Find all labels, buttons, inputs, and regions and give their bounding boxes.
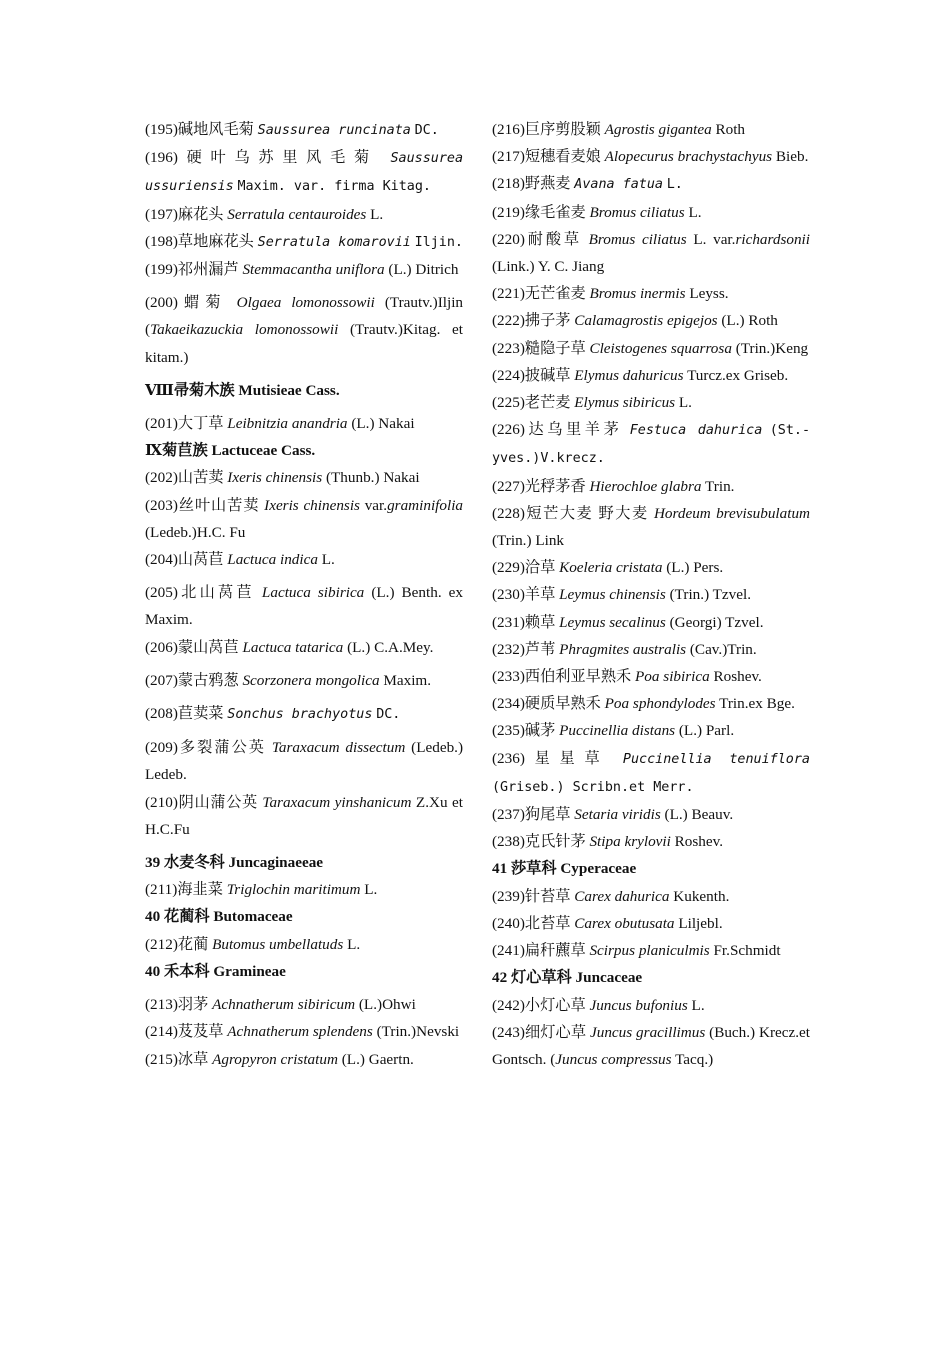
scientific-name: Scorzonera mongolica <box>242 671 380 689</box>
authority: (Thunb.) Nakai <box>325 469 420 487</box>
entry-number: (238) <box>492 833 525 851</box>
variety-name: graminifolia <box>387 496 464 514</box>
entry-number: (203) <box>145 496 178 514</box>
chinese-name: 北山莴苣 <box>177 584 255 602</box>
scientific-name: Avana fatua <box>574 177 663 193</box>
entry-number: (226) <box>492 421 525 439</box>
authority: (Buch.) Krecz.et Gontsch. <box>492 1023 811 1068</box>
entry-number: (206) <box>145 638 178 656</box>
species-entry <box>145 876 463 903</box>
authority: Liljebl. <box>678 914 723 932</box>
chinese-name: 小灯心草 <box>524 996 586 1014</box>
scientific-name: Saussurea ussuriensis <box>145 151 464 195</box>
chinese-name: 花蔺 <box>177 935 209 953</box>
species-entry <box>492 280 810 307</box>
entry-number: (221) <box>492 285 525 303</box>
entry-number: (205) <box>145 584 178 602</box>
species-entry <box>492 609 810 636</box>
entry-number: (239) <box>492 887 525 905</box>
scientific-name: Phragmites australis <box>559 640 687 658</box>
synonym-name: Juncus compressus <box>555 1050 672 1068</box>
species-entry <box>145 228 463 256</box>
chinese-name: 丝叶山苦荬 <box>177 496 260 514</box>
authority: L. <box>688 203 702 221</box>
scientific-name: Carex obutusata <box>574 914 675 932</box>
chinese-name: 北苔草 <box>524 914 571 932</box>
section-heading: 40 禾本科 Gramineae <box>145 962 286 980</box>
chinese-name: 耐酸草 <box>524 230 582 248</box>
scientific-name: Bromus inermis <box>589 285 686 303</box>
scientific-name: Elymus sibiricus <box>574 394 676 412</box>
scientific-name: Poa sphondylodes <box>604 695 716 713</box>
scientific-name: Koeleria cristata <box>559 559 663 577</box>
authority: Fr.Schmidt <box>713 942 781 960</box>
authority: Leyss. <box>689 285 729 303</box>
scientific-name: Bromus ciliatus <box>589 203 685 221</box>
section-heading: 42 灯心草科 Juncaceae <box>492 969 643 987</box>
species-entry <box>492 937 810 964</box>
entry-number: (200) <box>145 294 178 312</box>
scientific-name: Stemmacantha uniflora <box>242 261 385 279</box>
species-entry <box>145 492 463 546</box>
chinese-name: 苣荬菜 <box>177 705 224 723</box>
authority: (Cav.)Trin. <box>689 640 757 658</box>
chinese-name: 羽茅 <box>177 996 209 1014</box>
entry-number: (237) <box>492 806 525 824</box>
chinese-name: 短芒大麦 野大麦 <box>524 504 649 522</box>
scientific-name: Leymus secalinus <box>559 613 666 631</box>
authority: Trin. <box>705 477 735 495</box>
scientific-name: Bromus ciliatus <box>588 230 687 248</box>
scientific-name: Ixeris chinensis <box>227 469 323 487</box>
entry-number: (224) <box>492 366 525 384</box>
chinese-name: 芦苇 <box>524 640 556 658</box>
scientific-name: Hierochloe glabra <box>589 477 702 495</box>
scientific-name: Festuca dahurica <box>629 423 763 439</box>
species-entry <box>145 579 463 633</box>
entry-number: (223) <box>492 339 525 357</box>
synonym-authority: (Trautv.)Kitag. et kitam.) <box>145 321 464 366</box>
chinese-name: 野燕麦 <box>524 175 571 193</box>
authority: Roshev. <box>713 668 762 686</box>
authority: Z.Xu et H.C.Fu <box>145 793 463 838</box>
authority: (Trin.) Tzvel. <box>669 586 752 604</box>
chinese-name: 碱地风毛菊 <box>177 121 254 138</box>
chinese-name: 针苔草 <box>524 887 571 905</box>
scientific-name: Scirpus planiculmis <box>589 942 710 960</box>
authority: (Trin.)Keng <box>735 339 809 357</box>
chinese-name: 星星草 <box>524 749 610 767</box>
species-entry <box>145 201 463 228</box>
entry-number: (219) <box>492 203 525 221</box>
authority: Maxim. <box>383 671 432 689</box>
scientific-name: Lactuca indica <box>227 551 318 569</box>
chinese-name: 草地麻花头 <box>177 232 254 250</box>
section-heading: 39 水麦冬科 Juncaginaeeae <box>145 854 324 872</box>
species-entry <box>145 667 463 694</box>
chinese-name: 狗尾草 <box>524 806 571 824</box>
entry-number: (235) <box>492 722 525 740</box>
entry-number: (215) <box>145 1050 178 1068</box>
synonym-authority: Tacq.) <box>675 1050 714 1068</box>
authority: L. <box>666 177 683 193</box>
chinese-name: 达乌里羊茅 <box>524 421 623 439</box>
entry-number: (234) <box>492 695 525 713</box>
species-entry <box>492 362 810 389</box>
scientific-name: Triglochin maritimum <box>226 881 361 899</box>
entry-number: (204) <box>145 551 178 569</box>
chinese-name: 光稃茅香 <box>524 477 586 495</box>
authority: Turcz.ex Griseb. <box>687 366 789 384</box>
species-entry <box>145 991 463 1018</box>
section-heading: 40 花蔺科 Butomaceae <box>145 908 293 926</box>
authority: (L.) Beauv. <box>664 806 734 824</box>
scientific-name: Hordeum brevisubulatum <box>653 504 811 522</box>
scientific-name: Cleistogenes squarrosa <box>589 339 732 357</box>
species-entry <box>145 734 463 788</box>
authority: DC. <box>414 123 439 138</box>
scientific-name: Taraxacum dissectum <box>271 739 406 757</box>
entry-number: (233) <box>492 668 525 686</box>
species-entry <box>492 690 810 717</box>
chinese-name: 赖草 <box>524 613 556 631</box>
section-heading: Ⅷ帚菊木族 Mutisieae Cass. <box>145 381 340 399</box>
scientific-name: Butomus umbellatuds <box>212 935 344 953</box>
species-entry <box>145 116 463 144</box>
authority: (L.) C.A.Mey. <box>347 638 434 656</box>
entry-number: (236) <box>492 749 525 767</box>
species-entry <box>145 931 463 958</box>
species-entry <box>492 717 810 744</box>
species-entry <box>145 1018 463 1045</box>
species-entry <box>492 636 810 663</box>
authority: (L.) Benth. ex Maxim. <box>145 584 464 629</box>
chinese-name: 克氏针茅 <box>524 833 586 851</box>
species-entry <box>492 335 810 362</box>
species-entry <box>492 500 810 554</box>
authority: L. <box>347 935 361 953</box>
chinese-name: 冰草 <box>177 1050 209 1068</box>
entry-number: (209) <box>145 739 178 757</box>
entry-number: (199) <box>145 261 178 279</box>
species-entry <box>492 199 810 226</box>
scientific-name: Elymus dahuricus <box>574 366 684 384</box>
entry-number: (207) <box>145 671 178 689</box>
entry-number: (240) <box>492 914 525 932</box>
entry-number: (198) <box>145 232 178 250</box>
chinese-name: 大丁草 <box>177 415 224 433</box>
scientific-name: Puccinellia distans <box>559 722 676 740</box>
species-entry <box>492 226 810 280</box>
species-entry <box>145 1046 463 1073</box>
scientific-name: Setaria viridis <box>574 806 661 824</box>
species-entry <box>492 307 810 334</box>
species-entry <box>492 663 810 690</box>
left-column <box>145 116 463 1073</box>
authority: Kukenth. <box>673 887 730 905</box>
scientific-name: Leibnitzia anandria <box>227 415 348 433</box>
authority: (L.) Nakai <box>351 415 415 433</box>
chinese-name: 洽草 <box>524 559 556 577</box>
species-entry <box>492 992 810 1019</box>
variety-authority: (Ledeb.)H.C. Fu <box>145 523 246 541</box>
chinese-name: 硬质早熟禾 <box>524 695 601 713</box>
entry-number: (201) <box>145 415 178 433</box>
variety-authority: (Link.) Y. C. Jiang <box>492 258 605 276</box>
chinese-name: 祁州漏芦 <box>177 261 239 279</box>
species-entry <box>145 256 463 283</box>
scientific-name: Juncus bufonius <box>589 996 688 1014</box>
chinese-name: 硬叶乌苏里风毛菊 <box>177 149 378 167</box>
synonym-paren: ( <box>550 1050 556 1068</box>
entry-number: (202) <box>145 469 178 487</box>
entry-number: (232) <box>492 640 525 658</box>
authority: L. <box>370 205 384 223</box>
authority: L. <box>321 551 335 569</box>
chinese-name: 无芒雀麦 <box>524 285 586 303</box>
species-entry <box>492 416 810 472</box>
authority: (L.) Parl. <box>678 722 735 740</box>
right-column <box>492 116 810 1073</box>
entry-number: (217) <box>492 148 525 166</box>
species-entry <box>492 883 810 910</box>
species-entry <box>492 1019 810 1073</box>
authority: (Griseb.) Scribn.et Merr. <box>492 779 694 795</box>
scientific-name: Agrostis gigantea <box>604 121 712 138</box>
scientific-name: Serratula komarovii <box>257 234 411 250</box>
chinese-name: 蒙古鸦葱 <box>177 671 239 689</box>
scientific-name: Poa sibirica <box>635 668 710 686</box>
scientific-name: Sonchus brachyotus <box>227 707 373 723</box>
authority: Iljin. <box>414 234 463 250</box>
species-entry <box>492 801 810 828</box>
entry-number: (208) <box>145 705 178 723</box>
authority: Trin.ex Bge. <box>719 695 795 713</box>
scientific-name: Lactuca tatarica <box>242 638 344 656</box>
scientific-name: Lactuca sibirica <box>261 584 365 602</box>
scientific-name: Agropyron cristatum <box>212 1050 338 1068</box>
scientific-name: Serratula centauroides <box>227 205 367 223</box>
authority: (Trin.)Nevski <box>376 1023 460 1041</box>
entry-number: (195) <box>145 121 178 138</box>
chinese-name: 蝟菊 <box>177 294 227 312</box>
scientific-name: Taraxacum yinshanicum <box>262 793 412 811</box>
chinese-name: 短穗看麦娘 <box>524 148 601 166</box>
chinese-name: 芨芨草 <box>177 1023 224 1041</box>
scientific-name: Carex dahurica <box>574 887 670 905</box>
chinese-name: 老芒麦 <box>524 394 571 412</box>
species-entry <box>492 143 810 170</box>
species-entry <box>145 700 463 728</box>
scientific-name: Puccinellia tenuiflora <box>622 751 810 767</box>
species-entry <box>145 144 463 200</box>
species-entry <box>492 828 810 855</box>
chinese-name: 麻花头 <box>177 205 224 223</box>
section-heading: Ⅸ菊苣族 Lactuceae Cass. <box>145 442 316 460</box>
entry-number: (231) <box>492 613 525 631</box>
species-entry <box>492 116 810 143</box>
scientific-name: Achnatherum sibiricum <box>212 996 356 1014</box>
species-entry <box>145 464 463 491</box>
species-entry <box>145 289 463 371</box>
entry-number: (213) <box>145 996 178 1014</box>
authority: Roth <box>715 121 746 138</box>
chinese-name: 山苦荬 <box>177 469 224 487</box>
scientific-name: Calamagrostis epigejos <box>574 312 718 330</box>
species-entry <box>492 910 810 937</box>
authority: L. <box>364 881 378 899</box>
entry-number: (211) <box>145 881 178 899</box>
authority: (St.-yves.)V.krecz. <box>492 423 811 467</box>
authority: L. <box>691 996 705 1014</box>
chinese-name: 羊草 <box>524 586 556 604</box>
entry-number: (241) <box>492 942 525 960</box>
chinese-name: 披碱草 <box>524 366 571 384</box>
authority: L. <box>678 394 692 412</box>
chinese-name: 巨序剪股颖 <box>524 121 601 138</box>
chinese-name: 细灯心草 <box>524 1023 587 1041</box>
entry-number: (242) <box>492 996 525 1014</box>
chinese-name: 缘毛雀麦 <box>524 203 586 221</box>
entry-number: (222) <box>492 312 525 330</box>
species-entry <box>492 554 810 581</box>
authority: (L.) Pers. <box>666 559 724 577</box>
authority: var. <box>364 496 388 514</box>
entry-number: (229) <box>492 559 525 577</box>
species-entry <box>492 581 810 608</box>
scientific-name: Stipa krylovii <box>589 833 671 851</box>
entry-number: (225) <box>492 394 525 412</box>
entry-number: (214) <box>145 1023 178 1041</box>
chinese-name: 阴山蒲公英 <box>177 793 258 811</box>
entry-number: (197) <box>145 205 178 223</box>
entry-number: (228) <box>492 504 525 522</box>
species-entry <box>492 745 810 801</box>
chinese-name: 西伯利亚早熟禾 <box>524 668 632 686</box>
authority: L. var. <box>693 230 736 248</box>
synonym-name: Takaeikazuckia lomonossowii <box>150 321 339 339</box>
species-entry <box>492 473 810 500</box>
variety-name: richardsonii <box>735 230 810 248</box>
authority: (Trautv.)Iljin <box>384 294 464 312</box>
authority: (Trin.) Link <box>492 532 565 550</box>
species-entry <box>492 389 810 416</box>
authority: (Georgi) Tzvel. <box>669 613 764 631</box>
entry-number: (227) <box>492 477 525 495</box>
entry-number: (230) <box>492 586 525 604</box>
scientific-name: Leymus chinensis <box>559 586 666 604</box>
entry-number: (210) <box>145 793 178 811</box>
entry-number: (220) <box>492 230 525 248</box>
authority: Bieb. <box>775 148 809 166</box>
section-heading: 41 莎草科 Cyperaceae <box>492 860 637 878</box>
scientific-name: Achnatherum splendens <box>227 1023 373 1041</box>
authority: (L.) Roth <box>721 312 778 330</box>
chinese-name: 多裂蒲公英 <box>177 739 266 757</box>
authority: DC. <box>376 707 401 723</box>
scientific-name: Olgaea lomonossowii <box>236 294 375 312</box>
chinese-name: 拂子茅 <box>524 312 571 330</box>
entry-number: (216) <box>492 121 525 138</box>
scientific-name: Saussurea runcinata <box>257 123 411 138</box>
species-entry <box>145 634 463 661</box>
authority: (Ledeb.) Ledeb. <box>145 739 464 784</box>
entry-number: (218) <box>492 175 525 193</box>
chinese-name: 扁秆藨草 <box>524 942 586 960</box>
species-entry <box>145 546 463 573</box>
chinese-name: 山莴苣 <box>177 551 224 569</box>
scientific-name: Juncus gracillimus <box>590 1023 706 1041</box>
chinese-name: 海韭菜 <box>177 881 223 899</box>
entry-number: (243) <box>492 1023 525 1041</box>
species-entry <box>145 789 463 843</box>
authority: Maxim. var. firma Kitag. <box>237 179 431 195</box>
species-entry <box>492 170 810 198</box>
scientific-name: Ixeris chinensis <box>264 496 360 514</box>
synonym-paren: ( <box>145 321 151 339</box>
scientific-name: Alopecurus brachystachyus <box>604 148 773 166</box>
chinese-name: 碱茅 <box>524 722 556 740</box>
authority: Roshev. <box>674 833 724 851</box>
authority: (L.)Ohwi <box>358 996 416 1014</box>
entry-number: (212) <box>145 935 178 953</box>
authority: (L.) Ditrich <box>388 261 459 279</box>
entry-number: (196) <box>145 149 178 167</box>
authority: (L.) Gaertn. <box>341 1050 414 1068</box>
chinese-name: 糙隐子草 <box>524 339 586 357</box>
species-entry <box>145 410 463 437</box>
chinese-name: 蒙山莴苣 <box>177 638 239 656</box>
